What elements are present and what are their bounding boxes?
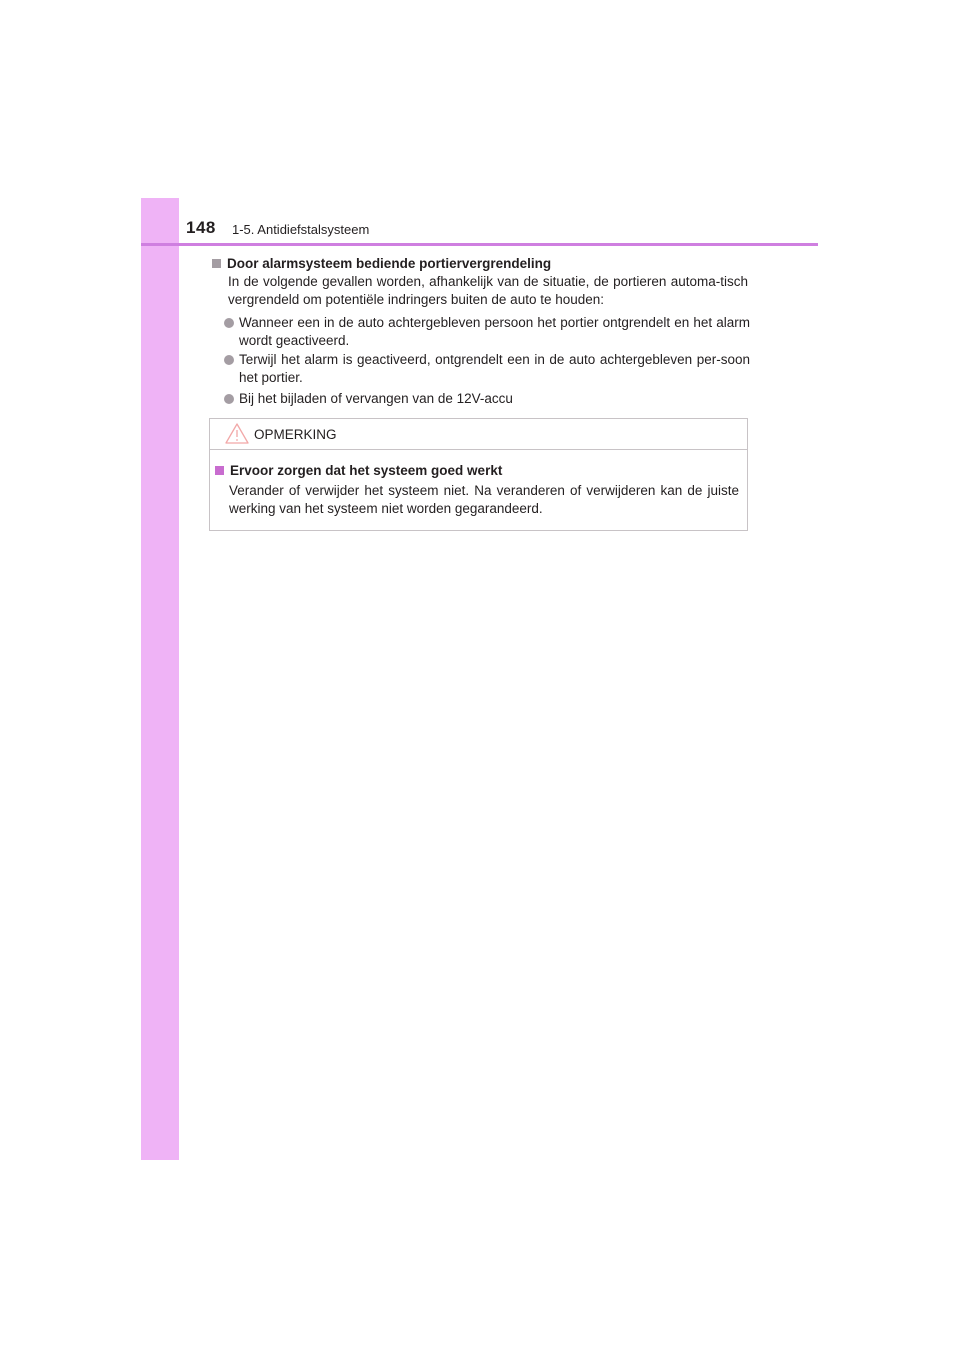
round-bullet-icon xyxy=(224,355,234,365)
section-title: 1-5. Antidiefstalsysteem xyxy=(232,222,370,237)
round-bullet-icon xyxy=(224,394,234,404)
main-heading xyxy=(212,256,551,271)
notice-heading-text: Ervoor zorgen dat het systeem goed werkt xyxy=(230,463,503,478)
list-item xyxy=(224,390,750,408)
list-item-text: Wanneer een in de auto achtergebleven persoon het portier ontgrendelt en het alarm wordt geactiveerd. xyxy=(239,315,750,348)
list-item-text: Terwijl het alarm is geactiveerd, ontgrendelt een in de auto achtergebleven per-soon het portier. xyxy=(239,352,750,385)
notice-box xyxy=(209,418,748,531)
square-bullet-icon xyxy=(215,466,224,475)
round-bullet-icon xyxy=(224,318,234,328)
list-item-text: Bij het bijladen of vervangen van de 12V-accu xyxy=(239,391,513,406)
warning-triangle-icon xyxy=(224,422,250,445)
intro-paragraph: In de volgende gevallen worden, afhankelijk van de situatie, de portieren automa-tisch vergrendeld om potentiële indringers buiten de auto te houden: xyxy=(228,274,748,307)
main-heading-text: Door alarmsysteem bediende portiervergrendeling xyxy=(227,256,552,271)
list-item xyxy=(224,351,750,387)
notice-header xyxy=(210,419,747,450)
notice-heading xyxy=(215,463,502,478)
page-number: 148 xyxy=(186,218,216,237)
notice-label: OPMERKING xyxy=(254,427,337,442)
header-divider xyxy=(141,243,818,246)
square-bullet-icon xyxy=(212,259,221,268)
list-item xyxy=(224,314,750,350)
notice-text: Verander of verwijder het systeem niet. Na veranderen of verwijderen kan de juiste werking van het systeem niet worden gegarandeerd. xyxy=(229,483,739,516)
page-header xyxy=(179,198,818,244)
chapter-sidebar-tab xyxy=(141,198,179,1160)
